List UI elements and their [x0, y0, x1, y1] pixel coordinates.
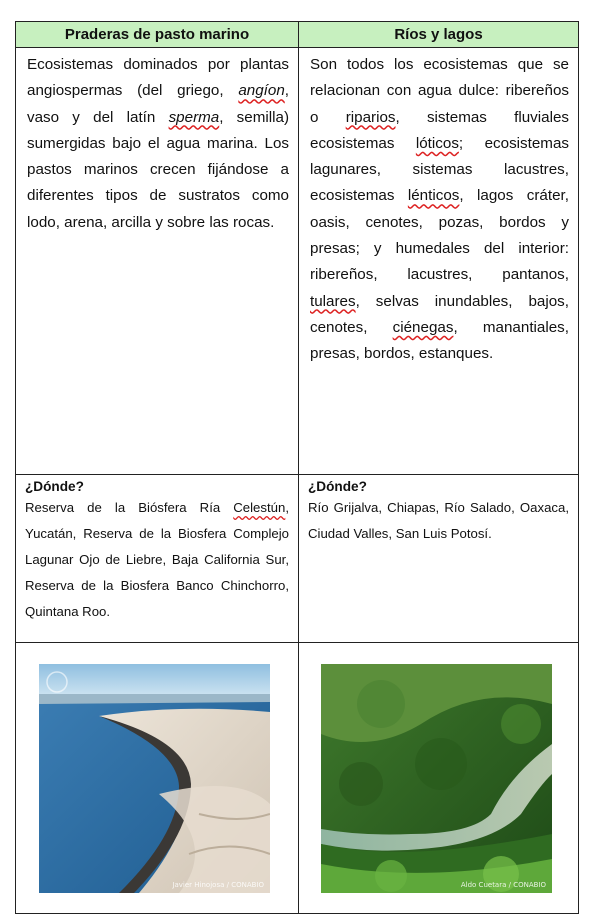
seagrass-photo-cell: [16, 643, 299, 914]
header-rivers-lakes: Ríos y lagos: [299, 22, 579, 48]
rivers-description-cell: [299, 48, 579, 475]
rivers-description: Son todos los ecosistemas que se relacionan con agua dulce: ribereños o riparios, sistemas fluviales ecosistemas lóticos; ecosistemas lagunares, sistemas lacustres, ecosistemas lénticos, lagos cráter, oasis, cenotes, pozas, bordos y presas; y humedales del interior: ribereños, lacustres, pantanos, tulares, selvas inundables, bajos, cenotes, ciénegas, manantiales, presas, bordos, estanques.: [310, 56, 569, 363]
term-celestun: Celestún: [233, 500, 286, 515]
description-row: [16, 48, 579, 475]
term-tulares: tulares: [310, 292, 356, 310]
rivers-location-cell: [299, 475, 579, 643]
photo-row: [16, 643, 579, 914]
seagrass-location: ¿Dónde? Reserva de la Biósfera Ría Celestún, Yucatán, Reserva de la Biosfera Complejo Lagunar Ojo de Liebre, Baja California Sur, Reserva de la Biosfera Banco Chinchorro, Quintana Roo.: [25, 479, 289, 619]
term-sperma: sperma: [168, 108, 220, 126]
header-seagrass: Praderas de pasto marino: [16, 22, 299, 48]
term-lenticos: lénticos: [407, 187, 460, 205]
term-loticos: lóticos: [415, 134, 459, 152]
river-canyon-photo: [321, 664, 552, 893]
coastal-dunes-photo: [39, 664, 270, 893]
seagrass-location-cell: [16, 475, 299, 643]
header-row: [16, 22, 579, 48]
rivers-photo-cell: [299, 643, 579, 914]
term-cienegas: ciénegas: [392, 318, 454, 336]
ecosystems-table: [15, 21, 579, 914]
location-row: [16, 475, 579, 643]
photo-credit: Aldo Cuetara / CONABIO: [460, 881, 546, 889]
term-angion: angíon: [238, 82, 285, 100]
where-title: ¿Dónde?: [308, 479, 367, 494]
seagrass-description: Ecosistemas dominados por plantas angiospermas (del griego, angíon, vaso y del latín sperma, semilla) sumergidas bajo el agua marina. Los pastos marinos crecen fijándose a diferentes tipos de sustratos como lodo, arena, arcilla y sobre las rocas.: [27, 56, 290, 231]
term-riparios: riparios: [345, 108, 396, 126]
where-title: ¿Dónde?: [25, 479, 84, 494]
seagrass-description-cell: [16, 48, 299, 475]
photo-credit: Javier Hinojosa / CONABIO: [172, 881, 264, 889]
rivers-location: ¿Dónde? Río Grijalva, Chiapas, Río Salado, Oaxaca, Ciudad Valles, San Luis Potosí.: [308, 479, 569, 541]
